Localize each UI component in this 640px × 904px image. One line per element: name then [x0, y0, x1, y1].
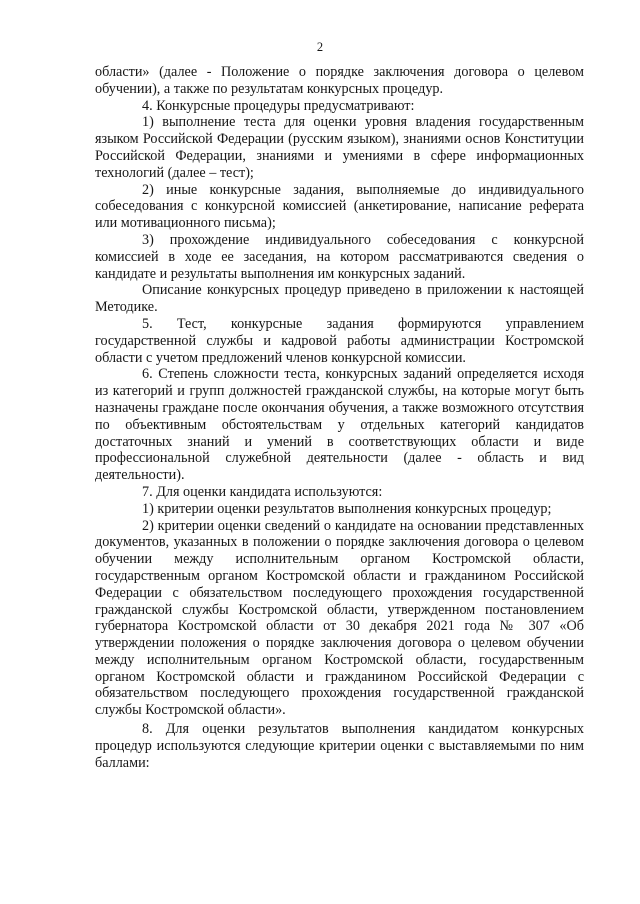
paragraph-description: Описание конкурсных процедур приведено в приложении к настоящей Методике. [95, 282, 584, 316]
paragraph-continuation: области» (далее - Положение о порядке заключения договора о целевом обучении), а также по результатам конкурсных процедур. [95, 64, 584, 97]
paragraph-subitem-4-3: 3) прохождение индивидуального собеседования с конкурсной комиссией в ходе ее заседания, на котором рассматриваются сведения о кандидате и результаты выполнения им конкурсных заданий. [95, 231, 584, 282]
document-body [95, 64, 584, 771]
paragraph-subitem-7-1: 1) критерии оценки результатов выполнения конкурсных процедур; [142, 500, 552, 517]
paragraph-subitem-7-2: 2) критерии оценки сведений о кандидате на основании представленных документов, указанных в положении о порядке заключения договора о целевом обучении между исполнительным органом Костромской области, государственным органом Костромской области и гражданином Российской Федерации с обязательством последующего прохождения государственной гражданской службы Костромской области, утвержденном постановлением губернатора Костромской области от 30 декабря 2021 года № 307 «Об утверждении положения о порядке заключения договора о целевом обучении между исполнительным органом Костромской области, государственным органом Костромской области и гражданином Российской Федерации с обязательством последующего прохождения государственной гражданской службы Костромской области». [95, 517, 584, 719]
paragraph-subitem-4-2: 2) иные конкурсные задания, выполняемые до индивидуального собеседования с конкурсной комиссией (анкетирование, написание реферата или мотивационного письма); [95, 181, 584, 232]
paragraph-item-7: 7. Для оценки кандидата используются: [142, 483, 383, 500]
paragraph-item-5: 5. Тест, конкурсные задания формируются управлением государственной службы и кадровой работы администрации Костромской области с учетом предложений членов конкурсной комиссии. [95, 315, 584, 366]
paragraph-item-4: 4. Конкурсные процедуры предусматривают: [142, 97, 415, 114]
page-number: 2 [316, 40, 324, 54]
paragraph-subitem-4-1: 1) выполнение теста для оценки уровня владения государственным языком Российской Федерации (русским языком), знаниями основ Конституции Российской Федерации, знаниями и умениями в сфере информационных технологий (далее – тест); [95, 114, 584, 181]
paragraph-item-8: 8. Для оценки результатов выполнения кандидатом конкурсных процедур используются следующие критерии оценки с выставляемыми по ним баллами: [95, 721, 584, 771]
paragraph-item-6: 6. Степень сложности теста, конкурсных заданий определяется исходя из категорий и групп должностей гражданской службы, на которые могут быть назначены граждане после окончания обучения, а также возможного отсутствия по объективным обстоятельствам у отдельных категорий кандидатов достаточных знаний и умений в соответствующих области и виде профессиональной служебной деятельности (далее - область и вид деятельности). [95, 366, 584, 484]
